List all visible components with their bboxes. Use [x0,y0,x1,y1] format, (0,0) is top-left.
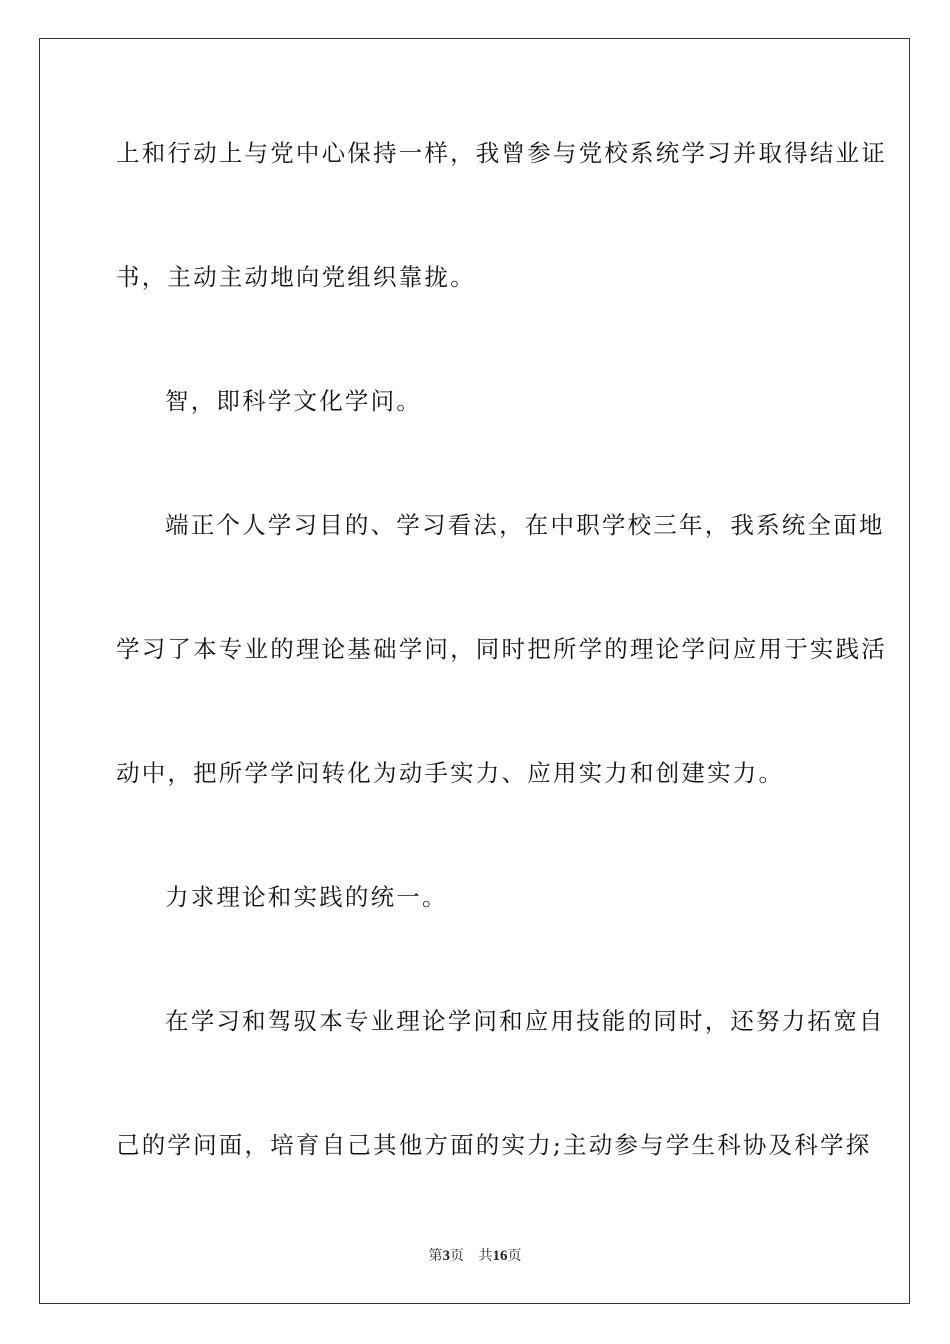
text-line-9: 己的学问面，培育自己其他方面的实力;主动参与学生科协及科学探 [116,1131,872,1159]
page-number: 3 [442,1248,451,1264]
text-line-3: 智，即科学文化学问。 [165,387,422,415]
text-line-7: 力求理论和实践的统一。 [165,883,448,911]
text-line-2: 书，主动主动地向党组织靠拢。 [116,263,476,291]
text-line-1: 上和行动上与党中心保持一样，我曾参与党校系统学习并取得结业证 [116,139,887,167]
total-pages-indicator: 共16页 [478,1248,522,1264]
page-footer [0,1247,950,1265]
text-line-5: 学习了本专业的理论基础学问，同时把所学的理论学问应用于实践活 [116,635,887,663]
page-indicator: 第3页 [428,1248,465,1264]
text-line-4: 端正个人学习目的、学习看法，在中职学校三年，我系统全面地 [165,511,885,539]
page-border [39,38,910,1304]
text-line-6: 动中，把所学学问转化为动手实力、应用实力和创建实力。 [116,759,785,787]
text-line-8: 在学习和驾驭本专业理论学问和应用技能的同时，还努力拓宽自 [165,1007,885,1035]
total-pages: 16 [492,1248,508,1264]
